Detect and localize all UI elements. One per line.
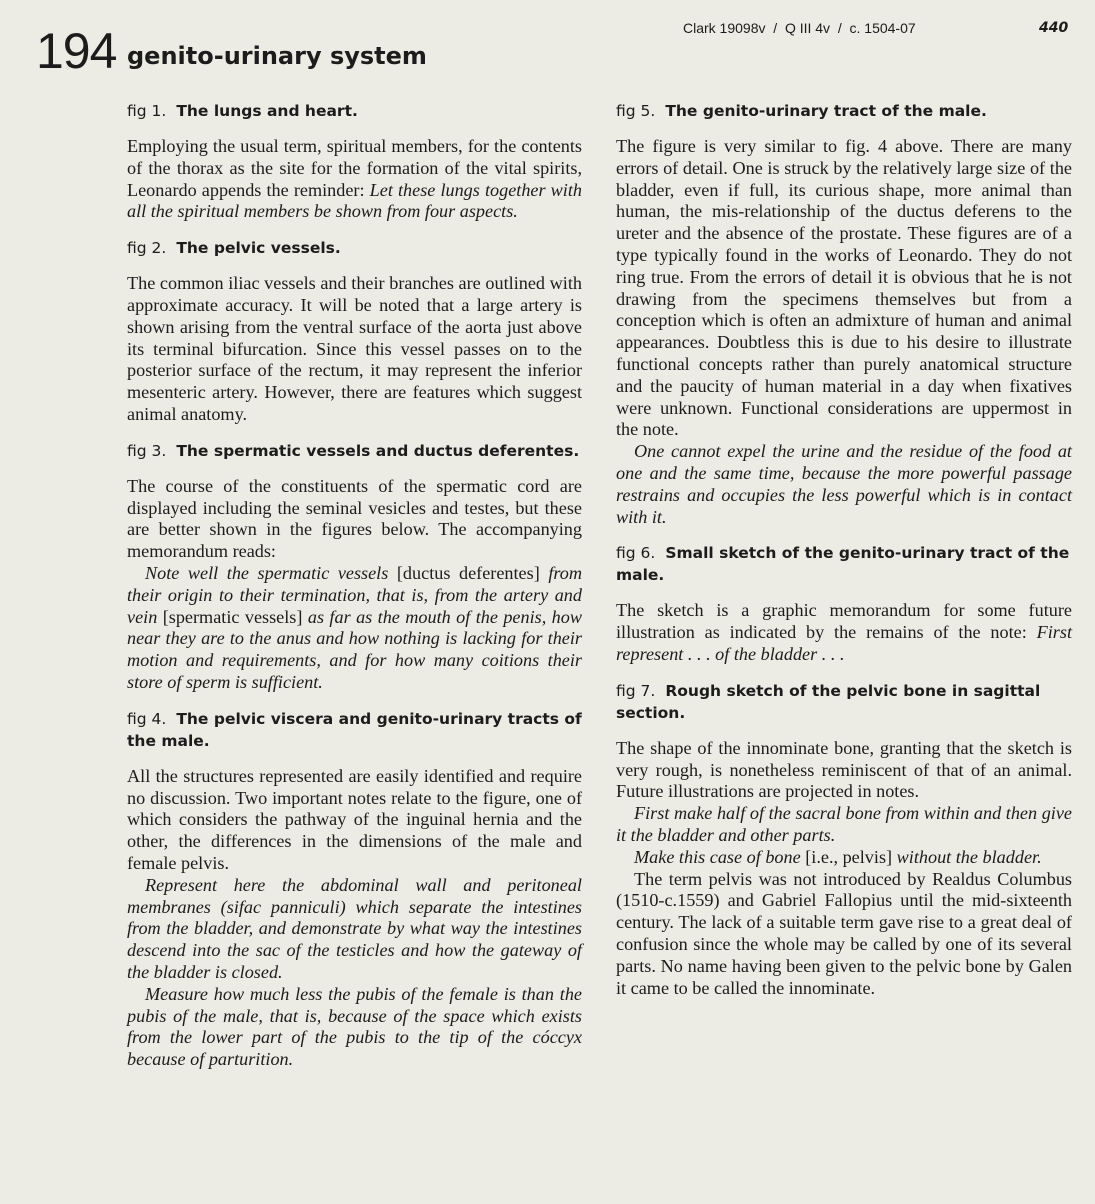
- fig-2-title: The pelvic vessels.: [176, 239, 341, 258]
- fig-6-text: The sketch is a graphic memorandum for some future illustration as indicated by the remains of the note: First represent . . . of the bladder . . .: [616, 600, 1072, 664]
- fig-4-heading: [127, 708, 582, 752]
- fig-7-note: The term pelvis was not introduced by Realdus Columbus (1510-c.1559) and Gabriel Fallopius until the mid-sixteenth century. The lack of a suitable term gave rise to a great deal of confusion since the whole may be called by one of its several parts. No name having been given to the pelvic bone by Galen it came to be called the innominate.: [616, 868, 1072, 998]
- fig-5-title: The genito-urinary tract of the male.: [665, 102, 987, 120]
- fig-1-number: fig 1.: [127, 102, 167, 120]
- fig-7-title: Rough sketch of the pelvic bone in sagittal section.: [616, 681, 1041, 722]
- fig-4-quote-2: Measure how much less the pubis of the female is than the pubis of the male, that is, because of the space which exists from the lower part of the pubis to the tip of the cóccyx because of parturition.: [127, 983, 582, 1070]
- chapter-title: genito-urinary system: [127, 42, 427, 70]
- fig-6-heading: [616, 542, 1072, 586]
- left-column: [127, 100, 582, 1071]
- fig-3-quote: Note well the spermatic vessels [ductus deferentes] from their origin to their termination, that is, from the artery and vein [spermatic vessels] as far as the mouth of the penis, how near they are to the anus and how nothing is lacking for their motion and requirements, and for how many coitions their store of sperm is sufficient.: [127, 562, 582, 692]
- fig-3-text: The course of the constituents of the spermatic cord are displayed including the seminal vesicles and testes, but these are better shown in the figures below. The accompanying memorandum reads:: [127, 475, 582, 562]
- manuscript-reference: Clark 19098v / Q III 4v / c. 1504-07: [683, 20, 916, 36]
- fig-7-number: fig 7.: [616, 681, 656, 700]
- fig-5-quote: One cannot expel the urine and the residue of the food at one and the same time, because the more powerful passage restrains and occupies the less powerful which is in contact with it.: [616, 441, 1072, 527]
- fig-3-title: The spermatic vessels and ductus deferentes.: [176, 441, 580, 460]
- fig-7-heading: [616, 680, 1072, 724]
- fig-2-number: fig 2.: [127, 239, 167, 258]
- fig-1-title: The lungs and heart.: [176, 102, 358, 120]
- page-number: 194: [36, 23, 117, 79]
- fig-2-text: The common iliac vessels and their branches are outlined with approximate accuracy. It will be noted that a large artery is shown arising from the ventral surface of the aorta just above its terminal bifurcation. Since this vessel passes on to the posterior surface of the rectum, it may represent the inferior mesenteric artery. However, there are features which suggest animal anatomy.: [127, 273, 582, 424]
- fig-7-text: The shape of the innominate bone, granting that the sketch is very rough, is nonetheless reminiscent of that of an animal. Future illustrations are projected in notes.: [616, 737, 1072, 802]
- fig-2-heading: [127, 237, 582, 259]
- fig-5-heading: [616, 100, 1072, 122]
- fig-4-quote-1: Represent here the abdominal wall and peritoneal membranes (sifac panniculi) which separate the intestines from the bladder, and demonstrate by what way the intestines descend into the sac of the testicles and how the gateway of the bladder is closed.: [127, 874, 582, 982]
- fig-4-number: fig 4.: [127, 709, 167, 728]
- fig-7-quote-1: First make half of the sacral bone from within and then give it the bladder and other parts.: [616, 803, 1072, 845]
- fig-5-text: The figure is very similar to fig. 4 above. There are many errors of detail. One is struck by the relatively large size of the bladder, even if full, its curious shape, more animal than human, the mis-relationship of the ductus deferens to the ureter and the absence of the prostate. These figures are of a type typically found in the works of Leonardo. They do not ring true. From the errors of detail it is obvious that he is not drawing from the specimens themselves but from a conception which is often an admixture of human and animal appearances. Doubtless this is due to his desire to illustrate functional concepts rather than purely anatomical structure and the paucity of human material in a day when fixatives were unknown. Functional considerations are uppermost in the note.: [616, 136, 1072, 440]
- fig-4-title: The pelvic viscera and genito-urinary tracts of the male.: [127, 709, 582, 750]
- fig-1-text: Employing the usual term, spiritual members, for the contents of the thorax as the site for the formation of the vital spirits, Leonardo appends the reminder: Let these lungs together with all the spiritual members be shown from four aspects.: [127, 136, 583, 222]
- plate-number: 440: [1039, 20, 1069, 36]
- fig-3-heading: [127, 440, 582, 462]
- fig-6-number: fig 6.: [616, 544, 656, 563]
- fig-3-number: fig 3.: [127, 441, 167, 460]
- right-column: [616, 100, 1072, 999]
- fig-4-text: All the structures represented are easily identified and require no discussion. Two important notes relate to the figure, one of which considers the pathway of the inguinal hernia and the other, the differences in the dimensions of the male and female pelvis.: [127, 765, 582, 873]
- fig-5-number: fig 5.: [616, 102, 656, 120]
- fig-1-heading: [127, 100, 582, 122]
- fig-6-title: Small sketch of the genito-urinary tract of the male.: [616, 544, 1070, 585]
- fig-7-quote-2: Make this case of bone [i.e., pelvis] without the bladder.: [634, 846, 1042, 867]
